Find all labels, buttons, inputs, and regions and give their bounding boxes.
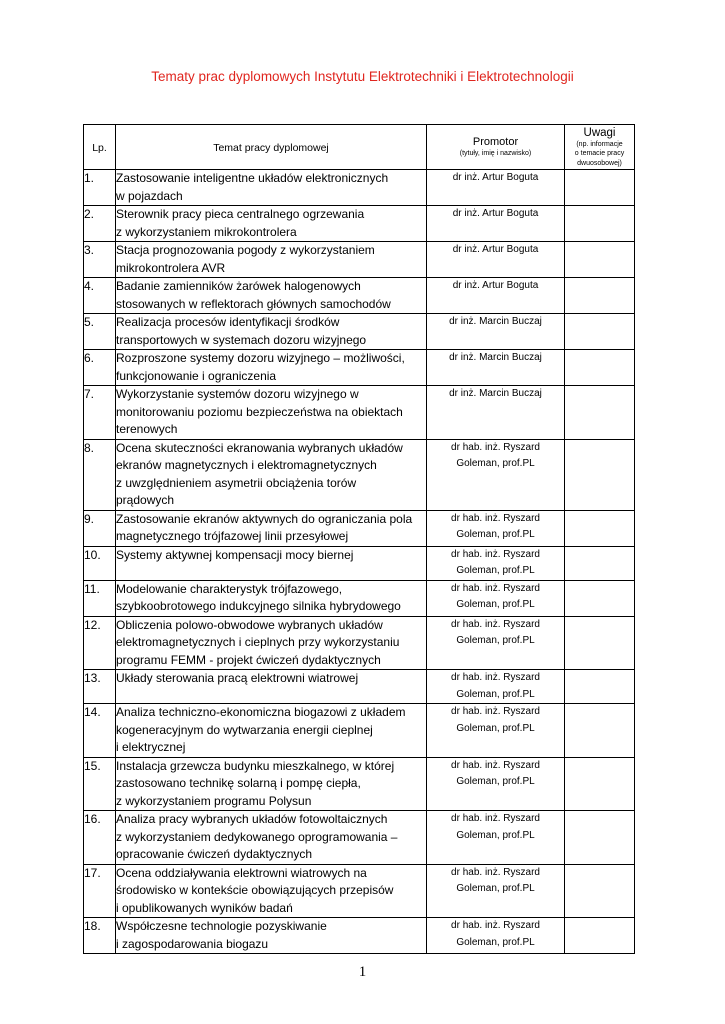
row-promotor xyxy=(427,206,565,242)
table-row xyxy=(84,704,635,758)
header-topic-label: Temat pracy dyplomowej xyxy=(213,142,329,154)
row-notes xyxy=(565,704,635,758)
topic-line: Analiza techniczno-ekonomiczna biogazowi z układem xyxy=(116,705,406,719)
topic-line: z wykorzystaniem mikrokontrolera xyxy=(116,224,297,239)
promotor-line: Goleman, prof.PL xyxy=(456,529,535,540)
promotor-line: Goleman, prof.PL xyxy=(456,599,535,610)
topic-line: Modelowanie charakterystyk trójfazowego, xyxy=(116,581,343,596)
row-notes xyxy=(565,242,635,278)
row-topic xyxy=(116,704,427,758)
promotor-line: Goleman, prof.PL xyxy=(456,936,535,948)
topic-line: z wykorzystaniem programu Polysun xyxy=(116,793,312,808)
topics-table xyxy=(83,124,635,954)
row-notes xyxy=(565,386,635,440)
promotor-line: dr inż. Artur Boguta xyxy=(452,280,539,291)
promotor-line: dr inż. Artur Boguta xyxy=(452,172,539,183)
promotor-line: dr hab. inż. Ryszard xyxy=(451,512,540,524)
table-row xyxy=(84,580,635,616)
row-number: 12. xyxy=(84,616,116,670)
topic-line: zastosowano technikę solarną i pompę ciepła, xyxy=(116,776,361,790)
row-promotor xyxy=(427,918,565,954)
row-notes xyxy=(565,811,635,865)
table-row xyxy=(84,616,635,670)
topic-line: Badanie zamienników żarówek halogenowych xyxy=(116,279,361,293)
promotor-line: dr inż. Artur Boguta xyxy=(452,244,539,255)
row-topic xyxy=(116,206,427,242)
promotor-line: dr hab. inż. Ryszard xyxy=(451,672,540,683)
row-notes xyxy=(565,864,635,918)
row-promotor xyxy=(427,670,565,704)
promotor-line: Goleman, prof.PL xyxy=(456,688,535,700)
row-number: 8. xyxy=(84,439,116,510)
table-row xyxy=(84,386,635,440)
page-title: Tematy prac dyplomowych Instytutu Elektrotechniki i Elektrotechnologii xyxy=(151,69,574,84)
table-row xyxy=(84,918,635,954)
topic-line: kogeneracyjnym do wytwarzania energii cieplnej xyxy=(116,722,373,737)
page-number: 1 xyxy=(358,964,367,980)
row-notes xyxy=(565,757,635,811)
topic-line: środowisko w kontekście obowiązujących przepisów xyxy=(116,883,394,897)
topic-line: z uwzględnieniem asymetrii obciążenia torów xyxy=(116,475,357,490)
row-topic xyxy=(116,918,427,954)
topic-line: Sterownik pracy pieca centralnego ogrzewania xyxy=(116,207,365,221)
row-topic xyxy=(116,170,427,206)
row-promotor xyxy=(427,580,565,616)
table-row xyxy=(84,864,635,918)
row-topic xyxy=(116,616,427,670)
header-lp-label: Lp. xyxy=(92,142,107,154)
row-number: 10. xyxy=(84,546,116,580)
topic-line: Ocena skuteczności ekranowania wybranych układów xyxy=(116,440,403,455)
header-lp xyxy=(84,125,116,170)
table-row xyxy=(84,278,635,314)
topic-line: i opublikowanych wyników badań xyxy=(116,900,293,915)
row-number: 2. xyxy=(84,206,116,242)
promotor-line: dr inż. Marcin Buczaj xyxy=(449,316,542,327)
header-notes-note-1: (np. informacje xyxy=(576,140,623,148)
topic-line: Analiza pracy wybranych układów fotowoltaicznych xyxy=(116,812,388,826)
promotor-line: Goleman, prof.PL xyxy=(456,635,535,646)
topic-line: programu FEMM - projekt ćwiczeń dydaktycznych xyxy=(116,652,381,667)
table-row xyxy=(84,242,635,278)
row-topic xyxy=(116,278,427,314)
topic-line: Obliczenia polowo-obwodowe wybranych układów xyxy=(116,617,383,632)
table-row xyxy=(84,439,635,510)
topic-line: magnetycznego trójfazowej linii przesyłowej xyxy=(116,529,349,543)
row-number: 18. xyxy=(84,918,116,954)
promotor-line: Goleman, prof.PL xyxy=(456,458,535,469)
topic-line: monitorowaniu poziomu bezpieczeństwa na obiektach xyxy=(116,404,403,419)
row-notes xyxy=(565,350,635,386)
row-number: 14. xyxy=(84,704,116,758)
row-number: 16. xyxy=(84,811,116,865)
row-promotor xyxy=(427,386,565,440)
header-promotor-label: Promotor xyxy=(472,135,519,148)
topic-line: z wykorzystaniem dedykowanego oprogramowania – xyxy=(116,829,398,844)
table-row xyxy=(84,811,635,865)
row-number: 6. xyxy=(84,350,116,386)
row-number: 11. xyxy=(84,580,116,616)
row-topic xyxy=(116,546,427,580)
row-notes xyxy=(565,616,635,670)
topic-line: prądowych xyxy=(116,493,175,507)
promotor-line: dr hab. inż. Ryszard xyxy=(451,920,540,931)
topic-line: Instalacja grzewcza budynku mieszkalnego, w której xyxy=(116,758,395,773)
row-promotor xyxy=(427,864,565,918)
topic-line: elektromagnetycznych i cieplnych przy wykorzystaniu xyxy=(116,635,400,649)
topic-line: opracowanie ćwiczeń dydaktycznych xyxy=(116,847,313,861)
row-topic xyxy=(116,811,427,865)
row-promotor xyxy=(427,811,565,865)
header-topic xyxy=(116,125,427,170)
row-number: 7. xyxy=(84,386,116,440)
row-notes xyxy=(565,580,635,616)
topic-line: Zastosowanie ekranów aktywnych do ograniczania pola xyxy=(116,511,413,526)
table-row xyxy=(84,546,635,580)
promotor-line: Goleman, prof.PL xyxy=(456,776,535,787)
row-promotor xyxy=(427,704,565,758)
promotor-line: dr hab. inż. Ryszard xyxy=(451,706,540,717)
topic-line: szybkoobrotowego indukcyjnego silnika hybrydowego xyxy=(116,599,401,613)
row-number: 3. xyxy=(84,242,116,278)
promotor-line: dr hab. inż. Ryszard xyxy=(451,866,540,878)
promotor-line: Goleman, prof.PL xyxy=(456,883,535,894)
topic-line: Stacja prognozowania pogody z wykorzystaniem xyxy=(116,243,375,257)
row-topic xyxy=(116,439,427,510)
row-promotor xyxy=(427,350,565,386)
topic-line: w pojazdach xyxy=(116,188,183,203)
row-notes xyxy=(565,546,635,580)
row-number: 17. xyxy=(84,864,116,918)
table-row xyxy=(84,314,635,350)
row-number: 15. xyxy=(84,757,116,811)
row-topic xyxy=(116,670,427,704)
topic-line: transportowych w systemach dozoru wizyjnego xyxy=(116,332,367,347)
row-topic xyxy=(116,242,427,278)
row-topic xyxy=(116,510,427,546)
row-notes xyxy=(565,314,635,350)
topic-line: funkcjonowanie i ograniczenia xyxy=(116,368,277,383)
table-row xyxy=(84,170,635,206)
row-notes xyxy=(565,278,635,314)
header-notes-label: Uwagi xyxy=(583,126,616,139)
topic-line: Systemy aktywnej kompensacji mocy biernej xyxy=(116,547,354,562)
promotor-line: dr hab. inż. Ryszard xyxy=(451,813,540,824)
topic-line: Współczesne technologie pozyskiwanie xyxy=(116,919,327,933)
topic-line: i elektrycznej xyxy=(116,740,186,754)
row-number: 13. xyxy=(84,670,116,704)
row-topic xyxy=(116,314,427,350)
table-body xyxy=(84,170,635,954)
promotor-line: Goleman, prof.PL xyxy=(456,565,535,576)
header-promotor-note: (tytuły, imię i nazwisko) xyxy=(459,149,532,157)
row-notes xyxy=(565,510,635,546)
topic-line: mikrokontrolera AVR xyxy=(116,260,226,275)
row-promotor xyxy=(427,242,565,278)
topic-line: ekranów magnetycznych i elektromagnetycznych xyxy=(116,458,377,472)
promotor-line: dr hab. inż. Ryszard xyxy=(451,759,540,771)
promotor-line: dr hab. inż. Ryszard xyxy=(451,441,540,453)
row-number: 4. xyxy=(84,278,116,314)
promotor-line: dr inż. Marcin Buczaj xyxy=(449,352,542,363)
topic-line: Zastosowanie inteligentne układów elektronicznych xyxy=(116,171,389,185)
row-notes xyxy=(565,918,635,954)
table-row xyxy=(84,757,635,811)
row-number: 9. xyxy=(84,510,116,546)
row-notes xyxy=(565,439,635,510)
row-notes xyxy=(565,670,635,704)
promotor-line: dr hab. inż. Ryszard xyxy=(451,548,540,560)
header-promotor xyxy=(427,125,565,170)
topic-line: terenowych xyxy=(116,422,178,436)
topic-line: stosowanych w reflektorach głównych samochodów xyxy=(116,296,391,311)
header-notes xyxy=(565,125,635,170)
promotor-line: dr hab. inż. Ryszard xyxy=(451,618,540,630)
header-notes-note-2: o temacie pracy xyxy=(574,150,625,158)
row-promotor xyxy=(427,510,565,546)
topic-line: i zagospodarowania biogazu xyxy=(116,936,269,951)
row-notes xyxy=(565,206,635,242)
row-promotor xyxy=(427,170,565,206)
promotor-line: dr inż. Marcin Buczaj xyxy=(449,388,542,399)
topic-line: Wykorzystanie systemów dozoru wizyjnego w xyxy=(116,387,359,401)
promotor-line: dr hab. inż. Ryszard xyxy=(451,582,540,594)
topic-line: Rozproszone systemy dozoru wizyjnego – możliwości, xyxy=(116,351,405,365)
promotor-line: Goleman, prof.PL xyxy=(456,722,535,734)
row-topic xyxy=(116,350,427,386)
row-topic xyxy=(116,757,427,811)
row-notes xyxy=(565,170,635,206)
table-row xyxy=(84,510,635,546)
table-row xyxy=(84,206,635,242)
row-promotor xyxy=(427,439,565,510)
header-notes-note-3: dwuosobowej) xyxy=(577,159,622,167)
row-promotor xyxy=(427,757,565,811)
row-promotor xyxy=(427,616,565,670)
table-row xyxy=(84,350,635,386)
row-promotor xyxy=(427,278,565,314)
row-promotor xyxy=(427,314,565,350)
row-promotor xyxy=(427,546,565,580)
row-topic xyxy=(116,580,427,616)
row-topic xyxy=(116,386,427,440)
promotor-line: dr inż. Artur Boguta xyxy=(452,208,539,219)
topic-line: Realizacja procesów identyfikacji środków xyxy=(116,315,340,329)
table-row xyxy=(84,670,635,704)
promotor-line: Goleman, prof.PL xyxy=(456,829,535,841)
row-topic xyxy=(116,864,427,918)
table-header-row xyxy=(84,125,635,170)
topic-line: Układy sterowania pracą elektrowni wiatrowej xyxy=(116,671,359,685)
topic-line: Ocena oddziaływania elektrowni wiatrowych na xyxy=(116,865,367,880)
row-number: 5. xyxy=(84,314,116,350)
row-number: 1. xyxy=(84,170,116,206)
